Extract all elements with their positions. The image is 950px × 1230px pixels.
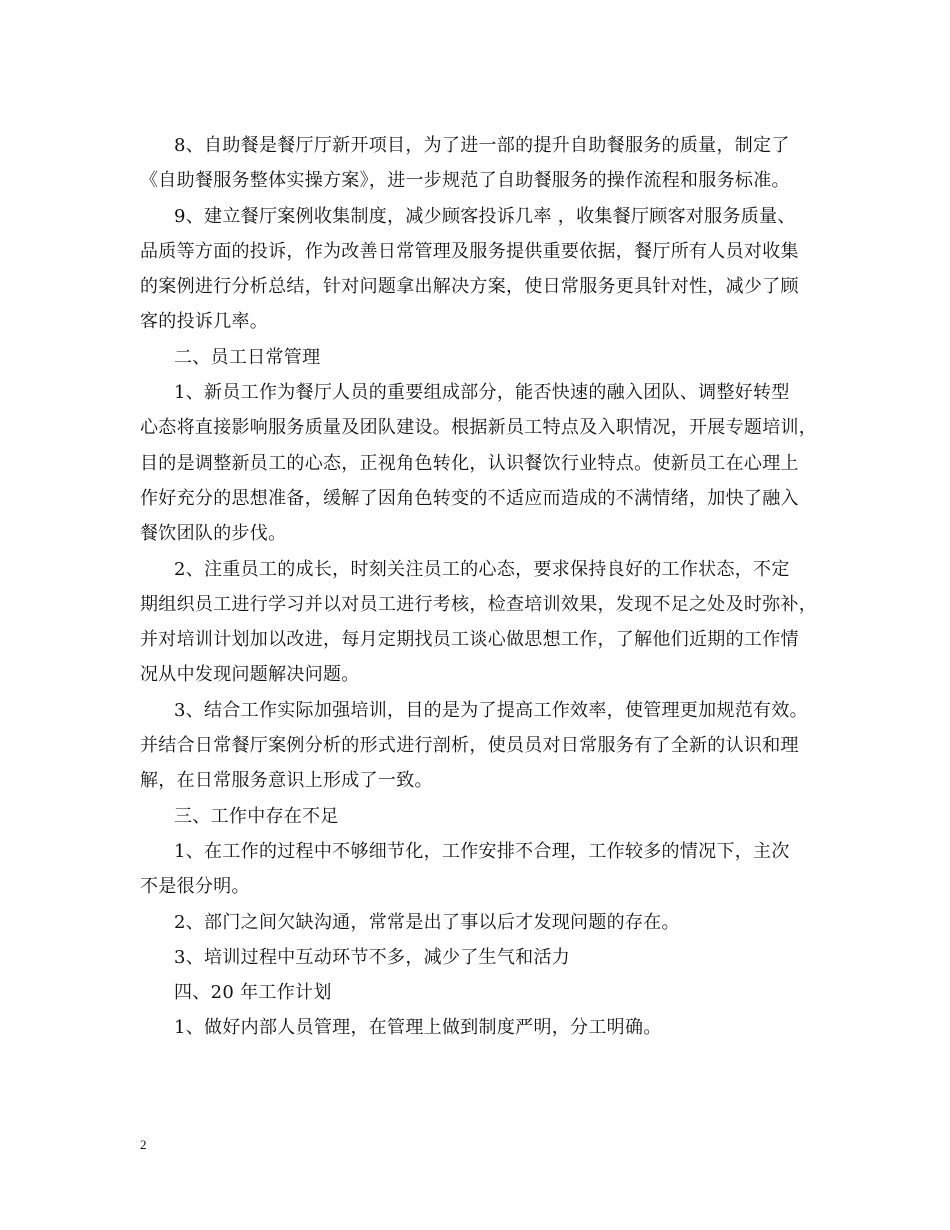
paragraph-line: 客的投诉几率。 xyxy=(140,311,269,333)
paragraph-line: 8、自助餐是餐厅厅新开项目，为了进一部的提升自助餐服务的质量，制定了 xyxy=(174,135,790,156)
paragraph-line: 品质等方面的投诉，作为改善日常管理及服务提供重要依据，餐厅所有人员对收集 xyxy=(140,240,799,262)
paragraph-line: 并对培训计划加以改进，每月定期找员工谈心做思想工作，了解他们近期的工作情 xyxy=(140,629,799,651)
paragraph-line: 的案例进行分析总结，针对问题拿出解决方案，使日常服务更具针对性，减少了顾 xyxy=(140,276,799,298)
paragraph-line: 不是很分明。 xyxy=(140,876,250,898)
paragraph-line: 1、新员工作为餐厅人员的重要组成部分，能否快速的融入团队、调整好转型 xyxy=(174,382,790,404)
paragraph-line: 作好充分的思想准备，缓解了因角色转变的不适应而造成的不满情绪，加快了融入 xyxy=(140,487,799,509)
document-body xyxy=(140,128,820,1046)
page-number: 2 xyxy=(140,1137,147,1152)
paragraph-line: 9、建立餐厅案例收集制度，减少顾客投诉几率 ，收集餐厅顾客对服务质量、 xyxy=(174,205,796,227)
paragraph-line: 并结合日常餐厅案例分析的形式进行剖析，使员员对日常服务有了全新的认识和理 xyxy=(140,735,799,757)
paragraph-line: 心态将直接影响服务质量及团队建设。根据新员工特点及入职情况，开展专题培训， xyxy=(140,417,818,439)
paragraph-line: 3、培训过程中互动环节不多，减少了生气和活力 xyxy=(174,946,571,968)
paragraph-line: 餐饮团队的步伐。 xyxy=(140,523,287,545)
paragraph-line: 期组织员工进行学习并以对员工进行考核，检查培训效果，发现不足之处及时弥补， xyxy=(140,593,818,615)
section-heading: 二、员工日常管理 xyxy=(174,346,321,368)
paragraph-line: 解，在日常服务意识上形成了一致。 xyxy=(140,770,433,792)
section-heading: 三、工作中存在不足 xyxy=(174,805,339,827)
paragraph-line: 1、在工作的过程中不够细节化，工作安排不合理，工作较多的情况下，主次 xyxy=(174,840,790,862)
paragraph-line: 况从中发现问题解决问题。 xyxy=(140,664,360,686)
paragraph-line: 2、部门之间欠缺沟通，常常是出了事以后才发现问题的存在。 xyxy=(174,911,680,933)
paragraph-line: 1、做好内部人员管理，在管理上做到制度严明，分工明确。 xyxy=(174,1017,662,1039)
section-heading: 四、20 年工作计划 xyxy=(174,982,332,1004)
paragraph-line: 3、结合工作实际加强培训，目的是为了提高工作效率，使管理更加规范有效。 xyxy=(174,699,808,721)
paragraph-line: 2、注重员工的成长，时刻关注员工的心态，要求保持良好的工作状态，不定 xyxy=(174,558,790,580)
paragraph-line: 目的是调整新员工的心态，正视角色转化，认识餐饮行业特点。使新员工在心理上 xyxy=(140,452,799,474)
paragraph-line: 《自助餐服务整体实操方案》，进一步规范了自助餐服务的操作流程和服务标准。 xyxy=(140,170,790,192)
